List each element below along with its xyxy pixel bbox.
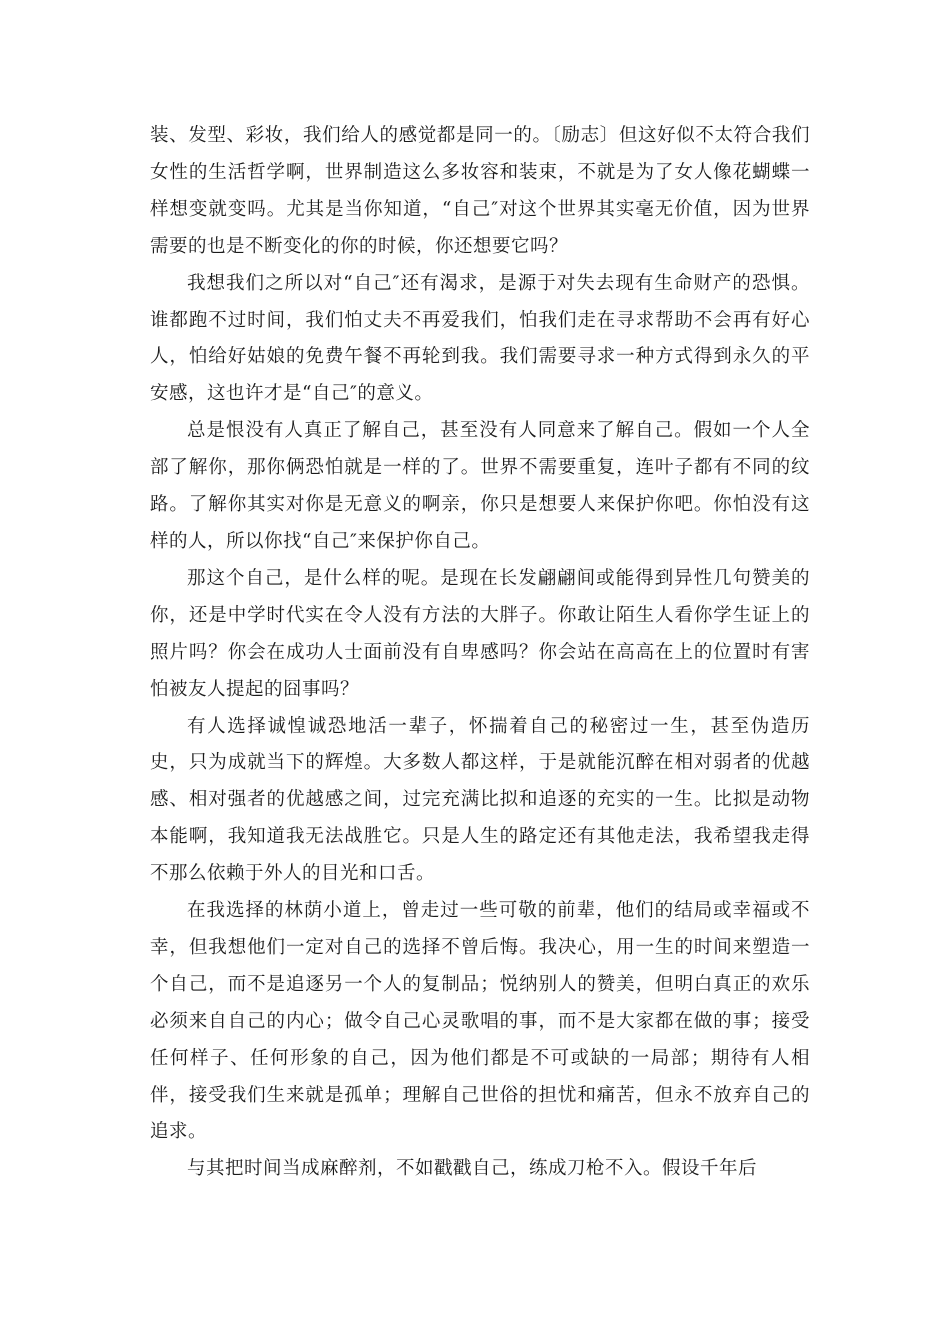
paragraph-1: 装、发型、彩妆，我们给人的感觉都是同一的。〔励志〕但这好似不太符合我们女性的生活哲学啊，世界制造这么多妆容和装束，不就是为了女人像花蝴蝶一样想变就变吗。尤其是当你知道，“自己″对这个世界其实毫无价值，因为世界需要的也是不断变化的你的时候，你还想要它吗？ xyxy=(150,125,810,257)
paragraph-5: 有人选择诚惶诚恐地活一辈子，怀揣着自己的秘密过一生，甚至伪造历史，只为成就当下的辉煌。大多数人都这样，于是就能沉醉在相对弱者的优越感、相对强者的优越感之间，过完充满比拟和追逐的充实的一生。比拟是动物本能啊，我知道我无法战胜它。只是人生的路定还有其他走法，我希望我走得不那么依赖于外人的目光和口舌。 xyxy=(150,715,810,885)
paragraph-6: 在我选择的林荫小道上，曾走过一些可敬的前辈，他们的结局或幸福或不幸，但我想他们一定对自己的选择不曾后悔。我决心，用一生的时间来塑造一个自己，而不是追逐另一个人的复制品；悦纳别人的赞美，但明白真正的欢乐必须来自自己的内心；做令自己心灵歌唱的事，而不是大家都在做的事；接受任何样子、任何形象的自己，因为他们都是不可或缺的一局部；期待有人相伴，接受我们生来就是孤单；理解自己世俗的担忧和痛苦，但永不放弃自己的追求。 xyxy=(150,900,810,1143)
paragraph-2: 我想我们之所以对“自己″还有渴求，是源于对失去现有生命财产的恐惧。谁都跑不过时间，我们怕丈夫不再爱我们，怕我们走在寻求帮助不会再有好心人，怕给好姑娘的免费午餐不再轮到我。我们需要寻求一种方式得到永久的平安感，这也许才是“自己″的意义。 xyxy=(150,272,810,405)
document-body xyxy=(150,118,810,1188)
paragraph-4: 那这个自己，是什么样的呢。是现在长发翩翩间或能得到异性几句赞美的你，还是中学时代实在令人没有方法的大胖子。你敢让陌生人看你学生证上的照片吗？你会在成功人士面前没有自卑感吗？你会站在高高在上的位置时有害怕被友人提起的囧事吗？ xyxy=(150,567,810,700)
paragraph-3: 总是恨没有人真正了解自己，甚至没有人同意来了解自己。假如一个人全部了解你，那你俩恐怕就是一样的了。世界不需要重复，连叶子都有不同的纹路。了解你其实对你是无意义的啊亲，你只是想要人来保护你吧。你怕没有这样的人，所以你找“自己″来保护你自己。 xyxy=(150,420,810,552)
paragraph-7: 与其把时间当成麻醉剂，不如戳戳自己，练成刀枪不入。假设千年后 xyxy=(187,1158,758,1180)
